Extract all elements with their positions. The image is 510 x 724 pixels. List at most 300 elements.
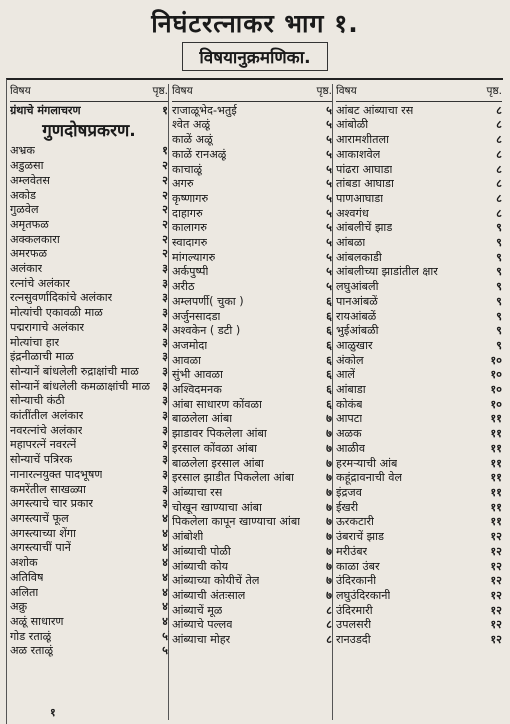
entry-title: काळें रानअळूं xyxy=(172,147,227,161)
entry-title: आलें xyxy=(336,368,356,382)
index-entry xyxy=(10,512,168,527)
index-entry xyxy=(172,398,332,413)
entry-title: अम्लवेतस xyxy=(10,173,50,187)
index-entry xyxy=(336,560,502,575)
entry-page: ५ xyxy=(326,236,332,250)
entry-title: ग्रंथाचे मंगलाचरण xyxy=(10,103,81,117)
entry-page: ९ xyxy=(496,236,502,250)
index-entry xyxy=(172,412,332,427)
entry-title: अर्कपुष्पी xyxy=(172,265,209,279)
entry-page: ५ xyxy=(162,629,168,643)
entry-page: ७ xyxy=(326,412,332,426)
index-entry xyxy=(10,527,168,542)
index-entry xyxy=(336,221,502,236)
entry-title: अंकोल xyxy=(336,353,364,367)
entry-title: पाणआघाडा xyxy=(336,191,384,205)
index-entry xyxy=(336,457,502,472)
entry-title: आंबलकाडी xyxy=(336,250,382,264)
entry-page: ९ xyxy=(496,309,502,323)
index-entry xyxy=(172,324,332,339)
index-entry xyxy=(336,398,502,413)
index-entry xyxy=(172,618,332,633)
entry-title: नानारत्नयुक्त पादभूषण xyxy=(10,467,103,481)
index-entry xyxy=(336,589,502,604)
entry-page: ९ xyxy=(496,324,502,338)
entry-title: गोड रताळूं xyxy=(10,629,52,643)
index-entry xyxy=(336,354,502,369)
entry-title: पिकलेला कापून खाण्याचा आंबा xyxy=(172,515,301,529)
index-entry xyxy=(336,324,502,339)
entry-page: ३ xyxy=(162,482,168,496)
index-entry xyxy=(10,291,168,306)
entry-page: ६ xyxy=(326,309,332,323)
entry-page: ३ xyxy=(162,467,168,481)
index-entry xyxy=(10,630,168,645)
entry-title: आवळा xyxy=(172,353,202,367)
entry-page: ७ xyxy=(326,559,332,573)
entry-title: अळ रताळूं xyxy=(10,644,53,658)
index-entry xyxy=(10,483,168,498)
entry-page: ११ xyxy=(490,412,502,426)
entry-page: ३ xyxy=(162,276,168,290)
index-entry xyxy=(336,148,502,163)
index-entry xyxy=(172,501,332,516)
entry-page: ४ xyxy=(162,541,168,555)
entry-page: ८ xyxy=(496,133,502,147)
entry-page: १२ xyxy=(490,588,502,602)
entry-title: इरसाल कोंवळा आंबा xyxy=(172,441,258,455)
index-entry xyxy=(172,177,332,192)
index-entry xyxy=(336,295,502,310)
entry-page: ५ xyxy=(326,133,332,147)
entry-title: कांतींतील अलंकार xyxy=(10,409,84,423)
entry-title: अश्वगंध xyxy=(336,206,369,220)
entry-page: १२ xyxy=(490,544,502,558)
entry-title: भुईआंबळी xyxy=(336,324,379,338)
entry-title: आकाशवेल xyxy=(336,147,381,161)
index-entry xyxy=(336,118,502,133)
entry-page: ५ xyxy=(326,118,332,132)
entry-title: अळूं साधारण xyxy=(10,614,64,628)
entry-page: ३ xyxy=(162,394,168,408)
entry-title: गुळवेल xyxy=(10,203,39,217)
index-entry xyxy=(10,438,168,453)
entry-page: ५ xyxy=(326,265,332,279)
entry-page: २ xyxy=(162,159,168,173)
index-entry xyxy=(172,354,332,369)
index-entry xyxy=(10,468,168,483)
entry-title: राजाळूभेद-भतुई xyxy=(172,103,237,117)
entry-title: आंब्याचा मोहर xyxy=(172,633,231,647)
entry-page: २ xyxy=(162,247,168,261)
entry-title: लघुआंबली xyxy=(336,280,379,294)
entry-page: ७ xyxy=(326,530,332,544)
column-header xyxy=(336,84,502,102)
entry-title: सुंभी आवळा xyxy=(172,368,223,382)
entry-title: झाडावर पिकलेला आंबा xyxy=(172,427,267,441)
entry-title: आळीव xyxy=(336,441,366,455)
index-entry xyxy=(10,453,168,468)
entry-title: स्वादागरु xyxy=(172,236,208,250)
entry-page: ३ xyxy=(162,423,168,437)
entry-title: चोखून खाण्याचा आंबा xyxy=(172,500,262,514)
entry-title: आळुखार xyxy=(336,338,373,352)
entry-page: ७ xyxy=(326,500,332,514)
index-entry xyxy=(172,515,332,530)
index-entry xyxy=(172,589,332,604)
entry-title: आंब्याची अंतःसाल xyxy=(172,588,246,602)
entry-page: ११ xyxy=(490,500,502,514)
index-entry xyxy=(336,604,502,619)
entry-page: ११ xyxy=(490,471,502,485)
index-entry xyxy=(172,368,332,383)
entry-page: ४ xyxy=(162,614,168,628)
index-entry xyxy=(10,336,168,351)
entry-title: मोत्यांची एकावळी माळ xyxy=(10,306,103,320)
column-divider xyxy=(332,84,333,720)
index-entry xyxy=(172,207,332,222)
entry-title: अक्कलकारा xyxy=(10,232,60,246)
column-divider xyxy=(168,84,169,720)
entry-page: १ xyxy=(162,144,168,158)
index-entry xyxy=(336,618,502,633)
index-entry xyxy=(172,295,332,310)
entry-title: उंबराचें झाड xyxy=(336,530,384,544)
index-entry xyxy=(336,339,502,354)
entry-title: आरामशीतला xyxy=(336,133,389,147)
entry-title: रायआंबळें xyxy=(336,309,377,323)
index-entry xyxy=(336,530,502,545)
entry-title: ईखरी xyxy=(336,500,359,514)
index-entry xyxy=(172,457,332,472)
entry-page: ९ xyxy=(496,221,502,235)
index-entry xyxy=(172,442,332,457)
entry-title: सोन्याचें पत्रिरक xyxy=(10,453,73,467)
entry-page: ७ xyxy=(326,441,332,455)
entry-title: कालागरु xyxy=(172,221,207,235)
entry-page: ४ xyxy=(162,570,168,584)
index-entry xyxy=(172,221,332,236)
index-entry xyxy=(10,350,168,365)
column-header xyxy=(10,84,168,102)
entry-page: ६ xyxy=(326,294,332,308)
entry-title: आंबोळी xyxy=(336,118,369,132)
entry-title: अमरफळ xyxy=(10,247,47,261)
index-entry xyxy=(10,615,168,630)
entry-page: ८ xyxy=(496,118,502,132)
entry-title: ऊरकटारी xyxy=(336,515,374,529)
index-entry xyxy=(172,383,332,398)
index-entry xyxy=(336,280,502,295)
entry-page: २ xyxy=(162,173,168,187)
entry-page: ३ xyxy=(162,364,168,378)
entry-page: ४ xyxy=(162,526,168,540)
subject-header: विषय xyxy=(336,85,357,97)
entry-page: ४ xyxy=(162,600,168,614)
entry-title: अशोक xyxy=(10,556,38,570)
entry-title: रानउडदी xyxy=(336,633,371,647)
entry-page: ५ xyxy=(326,250,332,264)
entry-page: २ xyxy=(162,232,168,246)
entry-title: पद्मरागाचे अलंकार xyxy=(10,320,85,334)
entry-page: ८ xyxy=(496,177,502,191)
index-entry xyxy=(336,515,502,530)
index-entry xyxy=(10,277,168,292)
entry-page: ८ xyxy=(326,633,332,647)
index-entry xyxy=(172,104,332,119)
entry-page: ८ xyxy=(496,162,502,176)
entry-page: ९ xyxy=(496,280,502,294)
index-entry xyxy=(10,262,168,277)
entry-page: ७ xyxy=(326,588,332,602)
entry-page: ५ xyxy=(326,162,332,176)
index-entry xyxy=(336,368,502,383)
entry-page: ६ xyxy=(326,324,332,338)
index-entry xyxy=(10,104,168,119)
entry-title: अडुळसा xyxy=(10,159,44,173)
entry-title: आंबलीचें झाड xyxy=(336,221,393,235)
index-entry xyxy=(10,571,168,586)
index-entry xyxy=(336,545,502,560)
entry-title: अश्वकेन ( डटी ) xyxy=(172,324,241,338)
index-entry xyxy=(172,633,332,648)
entry-title: अतिविष xyxy=(10,570,44,584)
page-header: पृष्ठ. xyxy=(486,85,502,97)
entry-page: ६ xyxy=(326,353,332,367)
entry-page: ७ xyxy=(326,471,332,485)
entry-page: १२ xyxy=(490,559,502,573)
entry-title: अम्लपर्णी( चुका ) xyxy=(172,294,244,308)
entry-title: नवरत्नांचे अलंकार xyxy=(10,423,83,437)
index-entry xyxy=(336,427,502,442)
entry-page: २ xyxy=(162,188,168,202)
entry-title: कमरेंतील साखळ्या xyxy=(10,482,86,496)
entry-title: अजमोदा xyxy=(172,338,208,352)
page-header: पृष्ठ. xyxy=(316,85,332,97)
entry-title: अगस्त्याचें फूल xyxy=(10,511,69,525)
entry-title: काळा उंबर xyxy=(336,559,380,573)
entry-page: ७ xyxy=(326,574,332,588)
index-entry xyxy=(336,236,502,251)
entry-page: ३ xyxy=(162,497,168,511)
entry-page: ५ xyxy=(326,280,332,294)
entry-page: ९ xyxy=(496,250,502,264)
entry-page: १ xyxy=(162,103,168,117)
entry-title: कहूंद्रावनाची वेल xyxy=(336,471,403,485)
index-entry xyxy=(10,409,168,424)
entry-page: ८ xyxy=(496,103,502,117)
entry-page: ८ xyxy=(326,603,332,617)
entry-page: ६ xyxy=(326,397,332,411)
index-heading: विषयानुक्रमणिका. xyxy=(182,42,327,71)
index-entry xyxy=(172,163,332,178)
subject-header: विषय xyxy=(10,85,31,97)
index-entry xyxy=(336,265,502,280)
index-entry xyxy=(336,133,502,148)
entry-page: ५ xyxy=(326,221,332,235)
entry-page: ११ xyxy=(490,441,502,455)
entry-title: अगरु xyxy=(172,177,194,191)
entry-title: पांढरा आघाडा xyxy=(336,162,393,176)
entry-title: अश्विदमनक xyxy=(172,383,222,397)
entry-page: ८ xyxy=(326,618,332,632)
index-entry xyxy=(10,174,168,189)
entry-page: ८ xyxy=(496,147,502,161)
index-entry xyxy=(10,306,168,321)
entry-page: ८ xyxy=(496,206,502,220)
entry-page: ३ xyxy=(162,453,168,467)
entry-page: ३ xyxy=(162,409,168,423)
index-entry xyxy=(10,424,168,439)
entry-page: १२ xyxy=(490,603,502,617)
entry-title: आंब्याचें मूळ xyxy=(172,603,223,617)
index-entry xyxy=(336,251,502,266)
index-entry xyxy=(336,633,502,648)
entry-title: आपटा xyxy=(336,412,363,426)
entry-title: अलिता xyxy=(10,585,39,599)
entry-page: ५ xyxy=(326,177,332,191)
entry-page: ११ xyxy=(490,515,502,529)
entry-page: १० xyxy=(490,383,502,397)
index-entry xyxy=(336,383,502,398)
index-entry xyxy=(172,604,332,619)
index-column-2 xyxy=(172,84,332,720)
entry-page: ७ xyxy=(326,485,332,499)
index-entry xyxy=(172,574,332,589)
index-entry xyxy=(10,644,168,659)
entry-title: अरीठ xyxy=(172,280,195,294)
index-column-1 xyxy=(10,84,168,720)
index-entry xyxy=(10,218,168,233)
index-entry xyxy=(172,265,332,280)
entry-page: ११ xyxy=(490,427,502,441)
entry-page: १० xyxy=(490,397,502,411)
index-entry xyxy=(10,233,168,248)
index-entry xyxy=(172,148,332,163)
entry-page: ७ xyxy=(326,456,332,470)
index-entry xyxy=(10,380,168,395)
entry-title: काचाळूं xyxy=(172,162,202,176)
entry-title: आंब्याचे पल्लव xyxy=(172,618,233,632)
entry-title: आंब्याची पोळी xyxy=(172,544,231,558)
entry-title: पानआंबळें xyxy=(336,294,378,308)
subject-header: विषय xyxy=(172,85,193,97)
index-entry xyxy=(336,310,502,325)
entry-page: ३ xyxy=(162,350,168,364)
entry-title: श्वेत अळूं xyxy=(172,118,210,132)
entry-page: ५ xyxy=(162,644,168,658)
entry-page: ६ xyxy=(326,383,332,397)
entry-title: आंबोशी xyxy=(172,530,204,544)
entry-page: १२ xyxy=(490,530,502,544)
entry-title: लघुउंदिरकानी xyxy=(336,588,391,602)
index-entry xyxy=(172,427,332,442)
index-entry xyxy=(10,189,168,204)
entry-title: इरसाल झाडीत पिकलेला आंबा xyxy=(172,471,295,485)
index-entry xyxy=(336,486,502,501)
index-entry xyxy=(172,118,332,133)
index-entry xyxy=(10,144,168,159)
index-entry xyxy=(172,471,332,486)
entry-page: १२ xyxy=(490,618,502,632)
entry-title: रत्नांचे अलंकार xyxy=(10,276,70,290)
index-entry xyxy=(172,560,332,575)
entry-title: कोकंब xyxy=(336,397,363,411)
entry-title: इंद्रजव xyxy=(336,485,362,499)
column-header xyxy=(172,84,332,102)
entry-title: मोत्यांचा हार xyxy=(10,335,60,349)
entry-title: मरीउंबर xyxy=(336,544,368,558)
index-entry xyxy=(172,192,332,207)
entry-title: सोन्यानें बांधलेली रुद्राक्षांची माळ xyxy=(10,364,139,378)
index-entry xyxy=(172,486,332,501)
index-entry xyxy=(172,280,332,295)
entry-title: रत्नसुवर्णादिकांचे अलंकार xyxy=(10,291,113,305)
index-entry xyxy=(10,556,168,571)
entry-page: ९ xyxy=(496,294,502,308)
index-entry xyxy=(336,192,502,207)
entry-title: अगस्त्याचीं पानें xyxy=(10,541,71,555)
entry-title: तांबडा आघाडा xyxy=(336,177,394,191)
entry-page: ३ xyxy=(162,379,168,393)
entry-title: कृष्णागरु xyxy=(172,191,209,205)
index-entry xyxy=(336,442,502,457)
entry-page: ९ xyxy=(496,265,502,279)
entry-page: ७ xyxy=(326,515,332,529)
index-entry xyxy=(10,600,168,615)
entry-title: बाळलेला आंबा xyxy=(172,412,233,426)
entry-page: ९ xyxy=(496,338,502,352)
entry-page: ३ xyxy=(162,438,168,452)
index-entry xyxy=(336,471,502,486)
index-entry xyxy=(10,586,168,601)
entry-title: बाळलेला इरसाल आंबा xyxy=(172,456,264,470)
entry-page: ११ xyxy=(490,485,502,499)
entry-title: आंब्याची कोय xyxy=(172,559,229,573)
entry-title: सोन्यानें बांधलेली कमळाक्षांची माळ xyxy=(10,379,150,393)
entry-title: आंब्याचा रस xyxy=(172,485,223,499)
page-title: निघंटरत्नाकर भाग १. xyxy=(151,9,359,38)
index-entry xyxy=(336,501,502,516)
entry-page: ६ xyxy=(326,368,332,382)
entry-title: अर्जुनसादडा xyxy=(172,309,221,323)
entry-title: आंबलीच्या झाडांतील क्षार xyxy=(336,265,438,279)
entry-page: ३ xyxy=(162,306,168,320)
entry-title: उंदिरमारी xyxy=(336,603,373,617)
index-entry xyxy=(336,104,502,119)
index-column-3 xyxy=(336,84,502,720)
entry-page: ४ xyxy=(162,556,168,570)
entry-title: आंबाडा xyxy=(336,383,366,397)
entry-page: ५ xyxy=(326,103,332,117)
index-entry xyxy=(172,251,332,266)
entry-title: अगस्त्याचे चार प्रकार xyxy=(10,497,94,511)
entry-page: १२ xyxy=(490,633,502,647)
index-entry xyxy=(10,247,168,262)
entry-page: ३ xyxy=(162,320,168,334)
entry-page: ८ xyxy=(496,191,502,205)
entry-page: ३ xyxy=(162,291,168,305)
entry-title: सोन्याची कंठी xyxy=(10,394,65,408)
index-entry xyxy=(336,207,502,222)
page-header: पृष्ठ. xyxy=(152,85,168,97)
index-entry xyxy=(10,203,168,218)
entry-title: हरमऱ्याची आंब xyxy=(336,456,398,470)
entry-page: ४ xyxy=(162,585,168,599)
index-entry xyxy=(172,545,332,560)
section-heading: गुणदोषप्रकरण. xyxy=(42,121,136,142)
index-entry xyxy=(10,541,168,556)
